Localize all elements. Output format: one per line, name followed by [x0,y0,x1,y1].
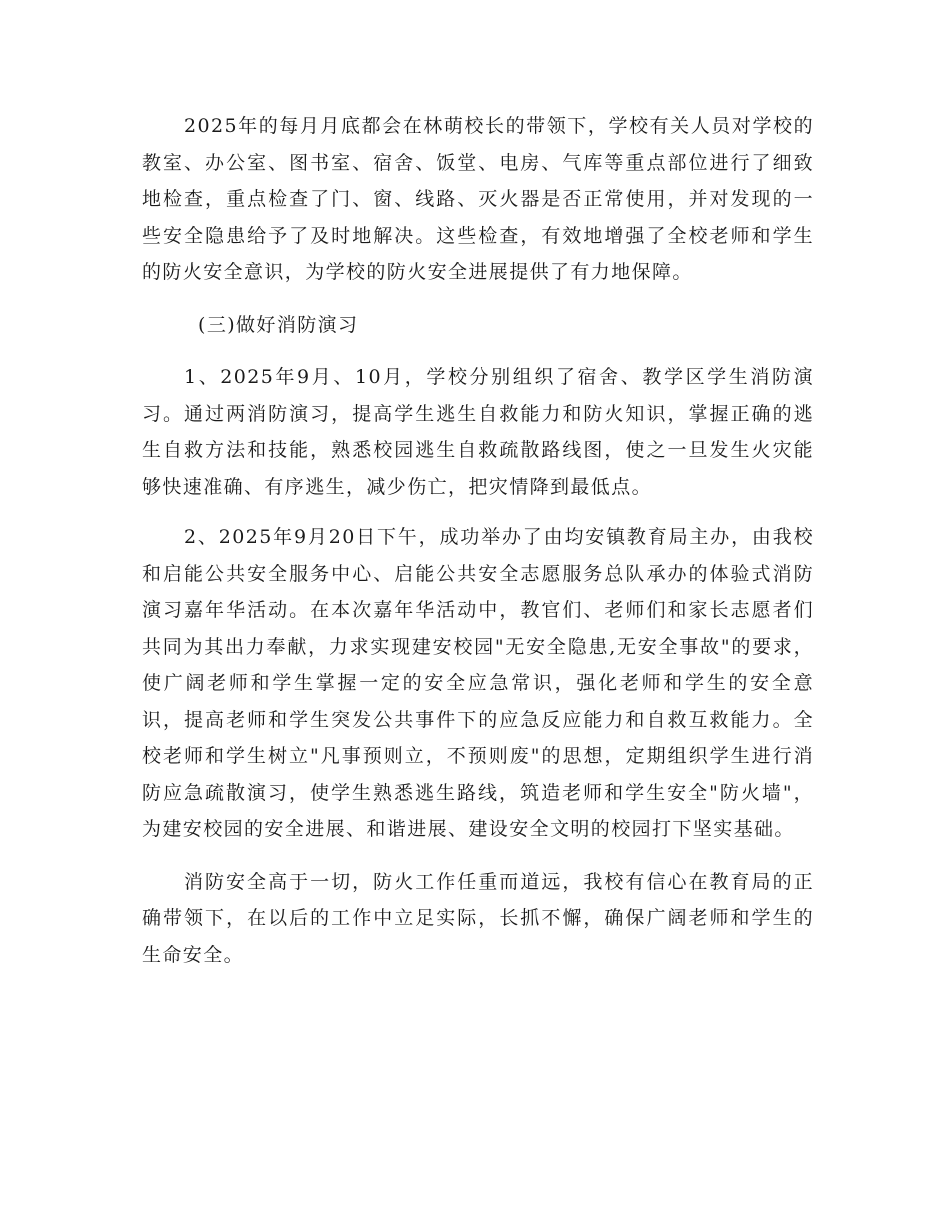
paragraph-inspections: 2025年的每月月底都会在林萌校长的带领下，学校有关人员对学校的教室、办公室、图书室、宿舍、饭堂、电房、气库等重点部位进行了细致地检查，重点检查了门、窗、线路、灭火器是否正常使用，并对发现的一些安全隐患给予了及时地解决。这些检查，有效地增强了全校老师和学生的防火安全意识，为学校的防火安全进展提供了有力地保障。 [142,115,814,283]
document-body [142,108,814,973]
paragraph-drill-2: 2、2025年9月20日下午，成功举办了由均安镇教育局主办，由我校和启能公共安全服务中心、启能公共安全志愿服务总队承办的体验式消防演习嘉年华活动。在本次嘉年华活动中，教官们、老师们和家长志愿者们共同为其出力奉献，力求实现建安校园"无安全隐患,无安全事故"的要求，使广阔老师和学生掌握一定的安全应急常识，强化老师和学生的安全意识，提高老师和学生突发公共事件下的应急反应能力和自救互救能力。全校老师和学生树立"凡事预则立，不预则废"的思想，定期组织学生进行消防应急疏散演习，使学生熟悉逃生路线，筑造老师和学生安全"防火墙"，为建安校园的安全进展、和谐进展、建设安全文明的校园打下坚实基础。 [142,526,814,840]
paragraph-conclusion: 消防安全高于一切，防火工作任重而道远，我校有信心在教育局的正确带领下，在以后的工作中立足实际，长抓不懈，确保广阔老师和学生的生命安全。 [142,870,814,966]
section-heading-fire-drill: (三)做好消防演习 [198,313,359,336]
paragraph-drill-1: 1、2025年9月、10月，学校分别组织了宿舍、教学区学生消防演习。通过两消防演习，提高学生逃生自救能力和防火知识，掌握正确的逃生自救方法和技能，熟悉校园逃生自救疏散路线图，使之一旦发生火灾能够快速准确、有序逃生，减少伤亡，把灾情降到最低点。 [142,366,814,498]
